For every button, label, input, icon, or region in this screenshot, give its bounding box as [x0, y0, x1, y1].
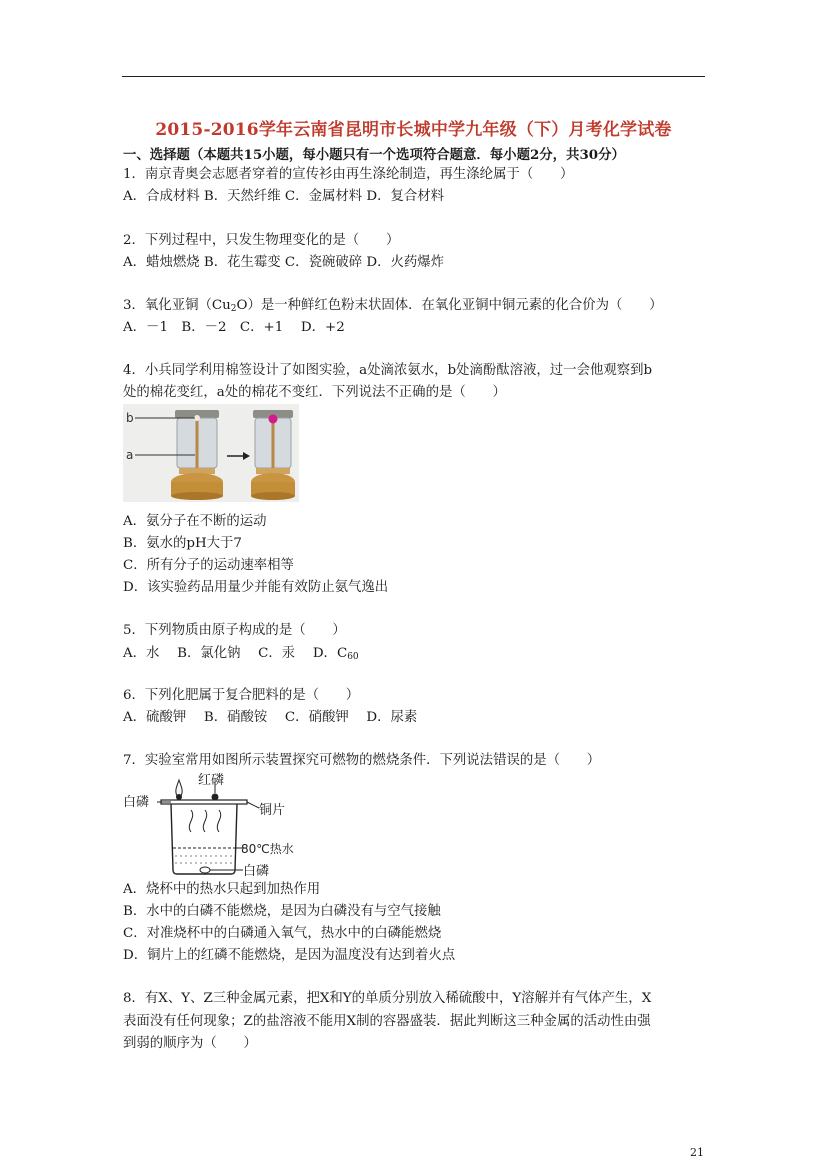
question-7-option-c: C．对准烧杯中的白磷通入氧气，热水中的白磷能燃烧 [123, 926, 442, 941]
ammonia-diffusion-diagram [123, 404, 299, 502]
label-red-phosphorus: 红磷 [198, 773, 225, 788]
figure-label-b: b [126, 411, 134, 425]
question-8-line3: 到弱的顺序为（ ） [123, 1036, 257, 1051]
label-copper-sheet: 铜片 [259, 803, 286, 818]
label-white-phosphorus-top: 白磷 [123, 795, 150, 810]
question-3-stem: 3．氧化亚铜$(Cu_2O)$是一种鲜红色粉末状固体．在氧化亚铜中铜元素的化合价为（ ） [123, 298, 663, 314]
phosphorus-combustion-diagram [123, 772, 305, 878]
question-2-options: A．蜡烛燃烧 B．花生霉变 C．瓷碗破碎 D．火药爆炸 [123, 255, 445, 270]
question-8-line2: 表面没有任何现象；Z的盐溶液不能用X制的容器盛装．据此判断这三种金属的活动性由强 [123, 1014, 651, 1029]
question-7-option-b: B．水中的白磷不能燃烧，是因为白磷没有与空气接触 [123, 904, 441, 919]
question-4-option-c: C．所有分子的运动速率相等 [123, 558, 294, 573]
question-7-option-a: A．烧杯中的热水只起到加热作用 [123, 882, 321, 897]
combustion-conditions-figure [123, 772, 305, 878]
question-4-stem-line2: 处的棉花变红，a处的棉花不变红．下列说法不正确的是（ ） [123, 385, 506, 400]
question-1-stem: 1．南京青奥会志愿者穿着的宣传衫由再生涤纶制造，再生涤纶属于（ ） [123, 167, 574, 182]
question-7-option-d: D．铜片上的红磷不能燃烧，是因为温度没有达到着火点 [123, 948, 456, 963]
cotton-swab-experiment-figure [123, 404, 299, 502]
page-title: 2015-2016学年云南省昆明市长城中学九年级（下）月考化学试卷 [155, 120, 672, 140]
question-6-options: A．硫酸钾 B．硝酸铵 C．硝酸钾 D．尿素 [123, 710, 418, 725]
page-number: 21 [690, 1146, 704, 1159]
question-4-option-b: B．氨水的pH大于7 [123, 536, 242, 551]
question-8-line1: 8．有X、Y、Z三种金属元素，把X和Y的单质分别放入稀硫酸中，Y溶解并有气体产生，X [123, 991, 652, 1006]
question-5-options: A．水 B．氯化钠 C．汞 D．$C_{60}$ [123, 646, 359, 662]
label-hot-water: 80℃热水 [241, 842, 294, 856]
question-3-options: A．－1 B．－2 C．+1 D．+2 [123, 320, 345, 335]
question-4-option-d: D．该实验药品用量少并能有效防止氨气逸出 [123, 580, 389, 595]
label-white-phosphorus-bottom: 白磷 [243, 864, 270, 878]
header-rule [122, 76, 705, 77]
question-2-stem: 2．下列过程中，只发生物理变化的是（ ） [123, 233, 400, 248]
section-heading: 一、选择题（本题共15小题，每小题只有一个选项符合题意．每小题2分，共30分） [123, 147, 625, 163]
question-6-stem: 6．下列化肥属于复合肥料的是（ ） [123, 688, 360, 703]
question-7-stem: 7．实验室常用如图所示装置探究可燃物的燃烧条件．下列说法错误的是（ ） [123, 753, 601, 768]
figure-label-a: a [126, 448, 134, 462]
question-4-option-a: A．氨分子在不断的运动 [123, 514, 267, 529]
question-4-stem-line1: 4．小兵同学利用棉签设计了如图实验，a处滴浓氨水，b处滴酚酞溶液，过一会他观察到b [123, 363, 653, 378]
question-1-options: A．合成材料 B．天然纤维 C．金属材料 D．复合材料 [123, 189, 445, 204]
question-5-stem: 5．下列物质由原子构成的是（ ） [123, 623, 346, 638]
